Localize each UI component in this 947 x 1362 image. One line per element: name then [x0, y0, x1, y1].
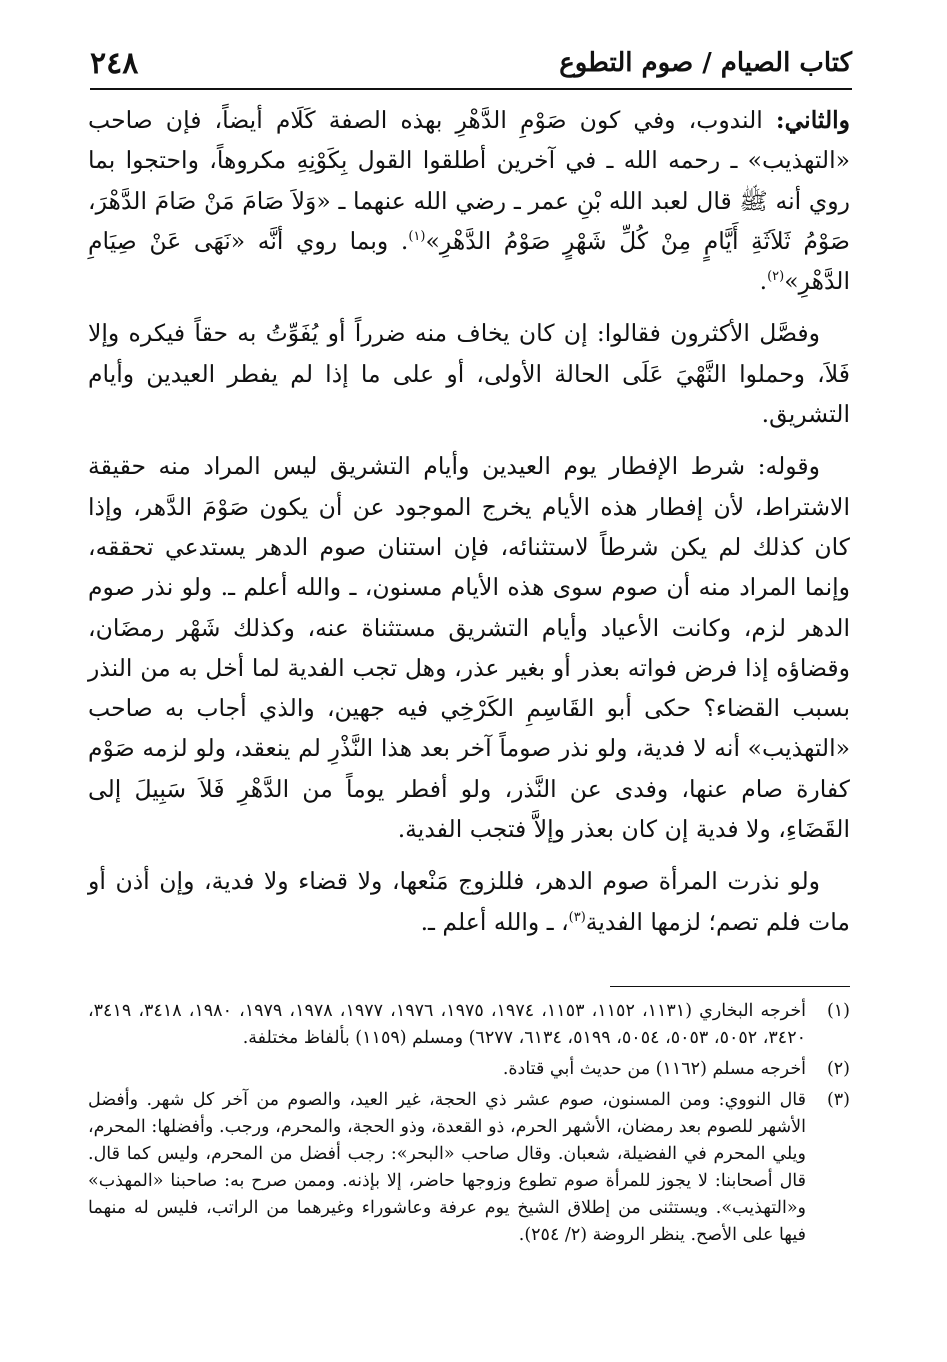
paragraph-text: ولو نذرت المرأة صوم الدهر، فللزوج مَنْعها، ولا قضاء ولا فدية، وإن أذن أو مات فلم تصم؛ لزمها الفدية	[88, 867, 850, 936]
footnote-divider	[610, 986, 850, 987]
footnote-text: قال النووي: ومن المسنون، صوم عشر ذي الحجة، غير العيد، والصوم من آخر كل شهر. وأفضل الأشهر للصوم بعد رمضان، الأشهر الحرم، ذو القعدة، وذو الحجة، والمحرم، ورجب. وأفضلها: المحرم، ويلي المحرم في الفضيلة، شعبان. وقال صاحب «البحر»: رجب أفضل من المحرم، وليس كما قال. قال أصحابنا: لا يجوز للمرأة صوم تطوع وزوجها حاضر، إلا بإذنه. وممن صرح به: صاحبنا «المهذب» و«التهذيب». ويستثنى من إطلاق الشيخ يوم عرفة وعاشوراء وغيرهما من الراتب، فليس له منهما فيها على الأصح. ينظر الروضة (٢/ ٢٥٤).	[88, 1090, 806, 1245]
paragraph-text: . وبما روي أنَّه «نَهَى عَنْ صِيَامِ الدَّهْرِ»	[88, 226, 850, 296]
page-header	[90, 38, 852, 90]
footnote-ref-3: (٣)	[568, 909, 586, 925]
footnote-ref-2: (٢)	[767, 269, 785, 285]
footnote-text: أخرجه البخاري (١١٣١، ١١٥٢، ١١٥٣، ١٩٧٤، ١٩٧٥، ١٩٧٦، ١٩٧٧، ١٩٧٨، ١٩٧٩، ١٩٨٠، ٣٤١٨، ٣٤١٩، ٣٤٢٠، ٥٠٥٢، ٥٠٥٣، ٥٠٥٤، ٥١٩٩، ٦١٣٤، ٦٢٧٧) ومسلم (١١٥٩) بألفاظ مختلفة.	[88, 1001, 807, 1048]
footnote-2	[88, 1056, 850, 1083]
footnote-3	[88, 1087, 850, 1249]
page-number: ٢٤٨	[90, 45, 139, 81]
paragraph-4	[88, 861, 850, 942]
footnote-number: (٣)	[826, 1090, 850, 1110]
running-title: كتاب الصيام / صوم التطوع	[559, 48, 852, 78]
main-text	[88, 100, 850, 954]
paragraph-text: .	[759, 267, 768, 296]
paragraph-3: وقوله: شرط الإفطار يوم العيدين وأيام التشريق ليس المراد منه حقيقة الاشتراط، لأن إفطار هذه الأيام يخرج الموجود عن أن يكون صَوْمَ الدَّهر، وإذا كان كذلك لم يكن شرطاً لاستثنائه، فإن استنان صوم الدهر يستدعي تحققه، وإنما المراد منه أن صوم سوى هذه الأيام مسنون، ـ والله أعلم ـ. ولو نذر صوم الدهر لزم، وكانت الأعياد وأيام التشريق مستثناة عنه، وكذلك شَهْر رمضَان، وقضاؤه إذا فرض فواته بعذر أو بغير عذر، وهل تجب الفدية لما أخل به من النذر بسبب القضاء؟ حكى أبو القَاسِمِ الكَرْخِي فيه جهين، والذي أجاب به صاحب «التهذيب» أنه لا فدية، ولو نذر صوماً آخر بعد هذا النَّذْرِ لم ينعقد، ولو لزمه صَوْم كفارة صام عنها، وفدى عن النَّذر، ولو أفطر يوماً من الدَّهْرِ فَلاَ سَبِيلَ إلى القَضَاءِ، ولا فدية إن كان بعذر وإلاَّ فتجب الفدية.	[88, 452, 850, 844]
paragraph-lead: والثاني:	[775, 106, 850, 134]
paragraph-2: وفصَّل الأكثرون فقالوا: إن كان يخاف منه ضرراً أو يُفَوِّتُ به حقاً فيكره وإلا فَلاَ، وحملوا النَّهْيَ عَلَى الحالة الأولى، أو على ما إذا لم يفطر العيدين وأيام التشريق.	[88, 319, 850, 429]
footnote-number: (١)	[826, 1001, 850, 1021]
footnote-ref-1: (١)	[408, 229, 426, 245]
footnotes	[88, 998, 850, 1253]
paragraph-1	[88, 100, 850, 301]
paragraph-text: ، ـ والله أعلم ـ.	[420, 907, 569, 936]
paragraph-text: الندوب، وفي كون صَوْمِ الدَّهْرِ بهذه الصفة كَلَام أيضاً، فإن صاحب «التهذيب» ـ رحمه الله ـ في آخرين أطلقوا القول بِكَوْنِهِ مكروهاً، واحتجوا بما روي أنه ﷺ قال لعبد الله بْنِ عمر ـ رضي الله عنهما ـ «وَلاَ صَامَ مَنْ صَامَ الدَّهْرَ، صَوْمُ ثَلاَثَةِ أَيَّامٍ مِنْ كُلِّ شَهْرٍ صَوْمُ الدَّهْرِ»	[88, 106, 850, 255]
footnote-1	[88, 998, 850, 1052]
footnote-number: (٢)	[826, 1059, 850, 1079]
footnote-text: أخرجه مسلم (١١٦٢) من حديث أبي قتادة.	[502, 1059, 806, 1079]
